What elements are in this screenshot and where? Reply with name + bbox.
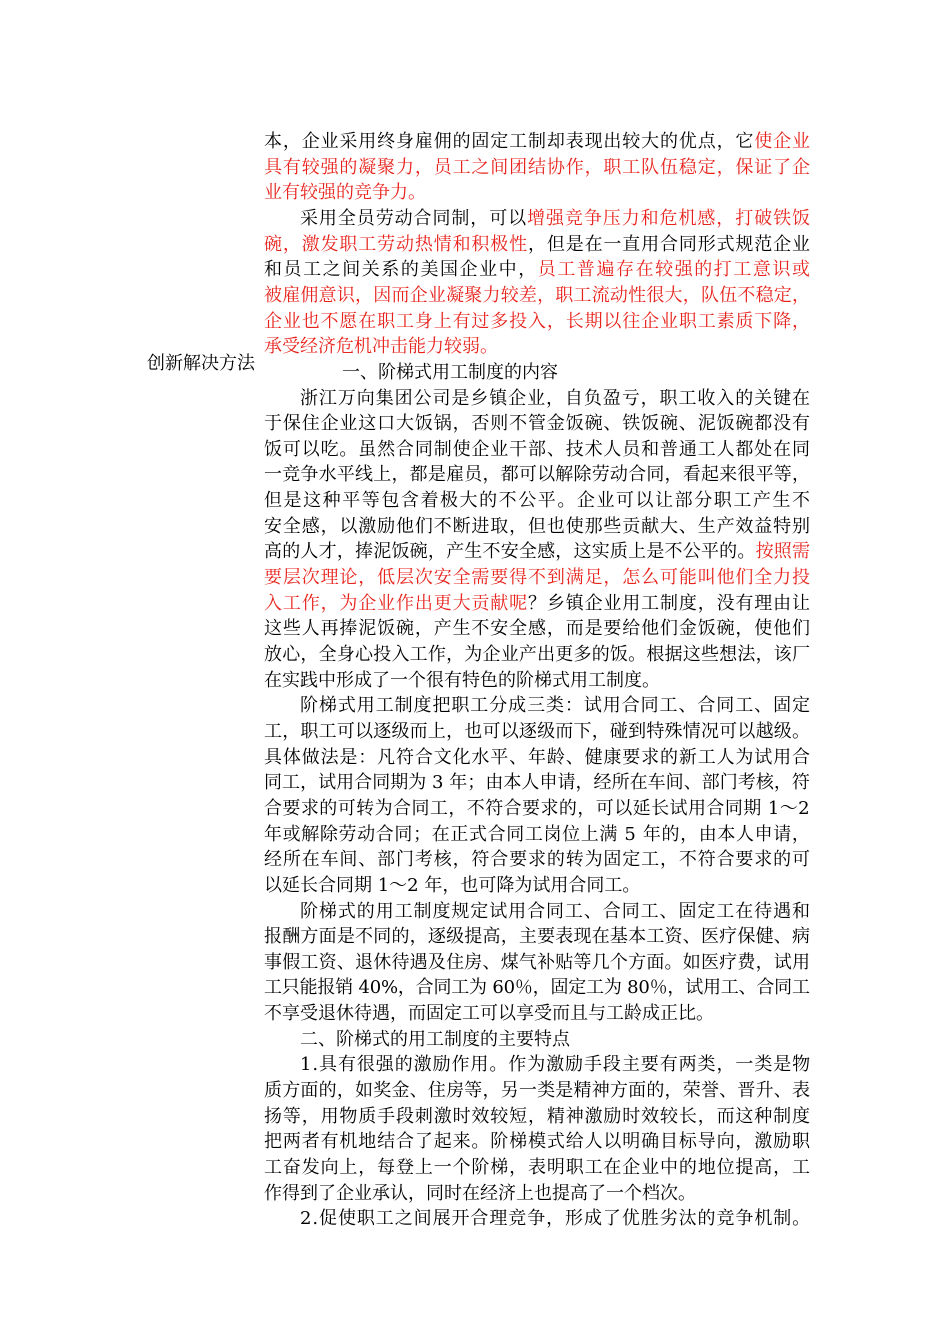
text-segment: 工只能报销 40%，合同工为 60％，固定工为 80％，试用工、合同工 <box>264 977 810 999</box>
text-segment: 阶梯式的用工制度规定试用合同工、合同工、固定工在待遇和 <box>300 900 811 922</box>
text-segment: 作得到了企业承认，同时在经济上也提高了一个档次。 <box>264 1182 696 1204</box>
text-line <box>264 924 810 950</box>
text-line <box>264 257 812 283</box>
text-line <box>264 719 810 745</box>
highlighted-text: 具有较强的凝聚力，员工之间团结协作，职工队伍稳定，保证了企 <box>264 156 811 178</box>
text-line <box>264 309 811 335</box>
text-segment: 但是这种平等包含着极大的不公平。企业可以让部分职工产生不 <box>264 490 812 512</box>
text-segment: 一竞争水平线上，都是雇员，都可以解除劳动合同，看起来很平等， <box>264 464 811 486</box>
text-line <box>264 745 811 771</box>
text-segment: 质方面的，如奖金、住房等，另一类是精神方面的，荣誉、晋升、表 <box>264 1080 811 1102</box>
text-segment: 工奋发向上，每登上一个阶梯，表明职工在企业中的地位提高，工 <box>264 1157 811 1178</box>
text-segment: 二、阶梯式的用工制度的主要特点 <box>300 1028 570 1050</box>
text-line <box>264 462 810 488</box>
text-line <box>300 693 811 719</box>
text-segment: 经所在车间、部门考核，符合要求的转为固定工，不符合要求的可 <box>264 849 811 871</box>
text-segment: 本，企业采用终身雇佣的固定工制却表现出较大的优点，它 <box>264 131 755 152</box>
text-segment: 和员工之间关系的美国企业中， <box>264 259 538 281</box>
text-line <box>264 488 812 514</box>
text-line <box>264 873 640 899</box>
text-line <box>264 1001 714 1027</box>
text-line <box>264 334 498 360</box>
text-segment: 合要求的可转为合同工，不符合要求的，可以延长试用合同期 1～2 <box>264 797 811 819</box>
text-segment: 事假工资、退休待遇及住房、煤气补贴等几个方面。如医疗费，试用 <box>264 951 811 973</box>
highlighted-text: 被雇佣意识，因而企业凝聚力较差，职工流动性很大，队伍不稳定， <box>264 284 811 306</box>
text-line <box>264 770 810 796</box>
text-line <box>264 950 810 976</box>
text-segment: 以延长合同期 1～2 年，也可降为试用合同工。 <box>264 874 641 896</box>
text-line <box>264 514 811 540</box>
text-segment: 年或解除劳动合同；在正式合同工岗位上满 5 年的，由本人申请， <box>264 823 811 845</box>
text-line <box>300 1027 570 1053</box>
text-segment: 把两者有机地结合了起来。阶梯模式给人以明确目标导向，激励职 <box>264 1131 811 1153</box>
text-segment: 安全感，以激励他们不断进取，但也使那些贡献大、生产效益特别 <box>264 515 811 537</box>
highlighted-text: 业有较强的竞争力。 <box>264 182 426 204</box>
text-segment: 一、阶梯式用工制度的内容 <box>342 361 558 383</box>
text-line <box>300 386 811 412</box>
text-line <box>300 1206 811 1232</box>
text-line <box>264 591 811 617</box>
text-line <box>264 642 810 668</box>
text-segment: 放心，全身心投入工作，为企业产出更多的饭。根据这些想法，该厂 <box>264 644 811 665</box>
text-line <box>264 1104 811 1130</box>
text-line <box>264 539 810 565</box>
text-segment: 高的人才，捧泥饭碗，产生不安全感，这实质上是不公平的。 <box>264 541 756 563</box>
text-line <box>264 822 811 848</box>
highlighted-text: 企业也不愿在职工身上有过多投入，长期以往企业职工素质下降， <box>264 310 811 332</box>
text-segment: 具体做法是：凡符合文化水平、年龄、健康要求的新工人为试用合 <box>264 746 811 768</box>
text-segment: ，但是在一直用合同形式规范企业 <box>528 233 811 255</box>
text-line <box>264 1155 811 1181</box>
text-line <box>264 1129 811 1155</box>
text-segment: 不享受退休待遇，而固定工可以享受而且与工龄成正比。 <box>264 1003 714 1025</box>
text-line <box>342 360 558 386</box>
text-segment: 阶梯式用工制度把职工分成三类：试用合同工、合同工、固定 <box>300 695 811 717</box>
text-line <box>300 1052 811 1078</box>
text-segment: 采用全员劳动合同制，可以 <box>300 207 528 229</box>
side-heading: 创新解决方法 <box>147 353 255 374</box>
text-segment: 这些人再捧泥饭碗，产生不安全感，而是要给他们金饭碗，使他们 <box>264 618 811 640</box>
highlighted-text: 按照需 <box>755 541 811 563</box>
text-line <box>264 1078 810 1104</box>
highlighted-text: 增强竞争压力和危机感，打破铁饭 <box>527 207 811 229</box>
highlighted-text: 使企业 <box>754 131 811 152</box>
text-segment: ？乡镇企业用工制度，没有理由让 <box>528 592 811 614</box>
highlighted-text: 承受经济危机冲击能力较弱。 <box>264 336 498 358</box>
text-line <box>264 796 810 822</box>
text-line <box>264 565 811 591</box>
text-segment: 于保住企业这口大饭锅，否则不管金饭碗、铁饭碗、泥饭碗都没有 <box>264 413 811 435</box>
text-line <box>264 847 811 873</box>
text-line <box>264 1181 696 1207</box>
text-line <box>264 411 811 437</box>
text-line <box>264 232 811 258</box>
text-line <box>264 437 811 463</box>
text-line <box>264 180 426 206</box>
highlighted-text: 要层次理论，低层次安全需要得不到满足，怎么可能叫他们全力投 <box>264 567 811 589</box>
highlighted-text: 员工普遍存在较强的打工意识或 <box>537 259 812 281</box>
highlighted-text: 碗，激发职工劳动热情和积极性 <box>264 233 528 255</box>
text-line <box>264 129 811 155</box>
text-line <box>264 975 810 1001</box>
text-segment: 在实践中形成了一个很有特色的阶梯式用工制度。 <box>264 669 660 691</box>
text-line <box>264 283 810 309</box>
text-segment: 扬等，用物质手段刺激时效较短，精神激励时效较长，而这种制度 <box>264 1105 811 1127</box>
text-segment: 同工，试用合同期为 3 年；由本人申请，经所在车间、部门考核，符 <box>264 772 810 794</box>
text-segment: 2.促使职工之间展开合理竞争，形成了优胜劣汰的竞争机制。 <box>300 1208 812 1230</box>
text-line <box>264 616 811 642</box>
text-segment: 饭可以吃。虽然合同制使企业干部、技术人员和普通工人都处在同 <box>264 438 811 460</box>
text-segment: 1.具有很强的激励作用。作为激励手段主要有两类，一类是物 <box>300 1054 812 1076</box>
text-line <box>300 206 811 232</box>
highlighted-text: 入工作，为企业作出更大贡献呢 <box>264 592 528 614</box>
text-line <box>264 668 660 694</box>
text-segment: 浙江万向集团公司是乡镇企业，自负盈亏，职工收入的关键在 <box>300 387 811 409</box>
text-segment: 报酬方面是不同的，逐级提高，主要表现在基本工资、医疗保健、病 <box>264 926 811 948</box>
text-line <box>264 155 811 181</box>
text-segment: 工，职工可以逐级而上，也可以逐级而下，碰到特殊情况可以越级。 <box>264 720 811 742</box>
text-line <box>300 899 811 925</box>
